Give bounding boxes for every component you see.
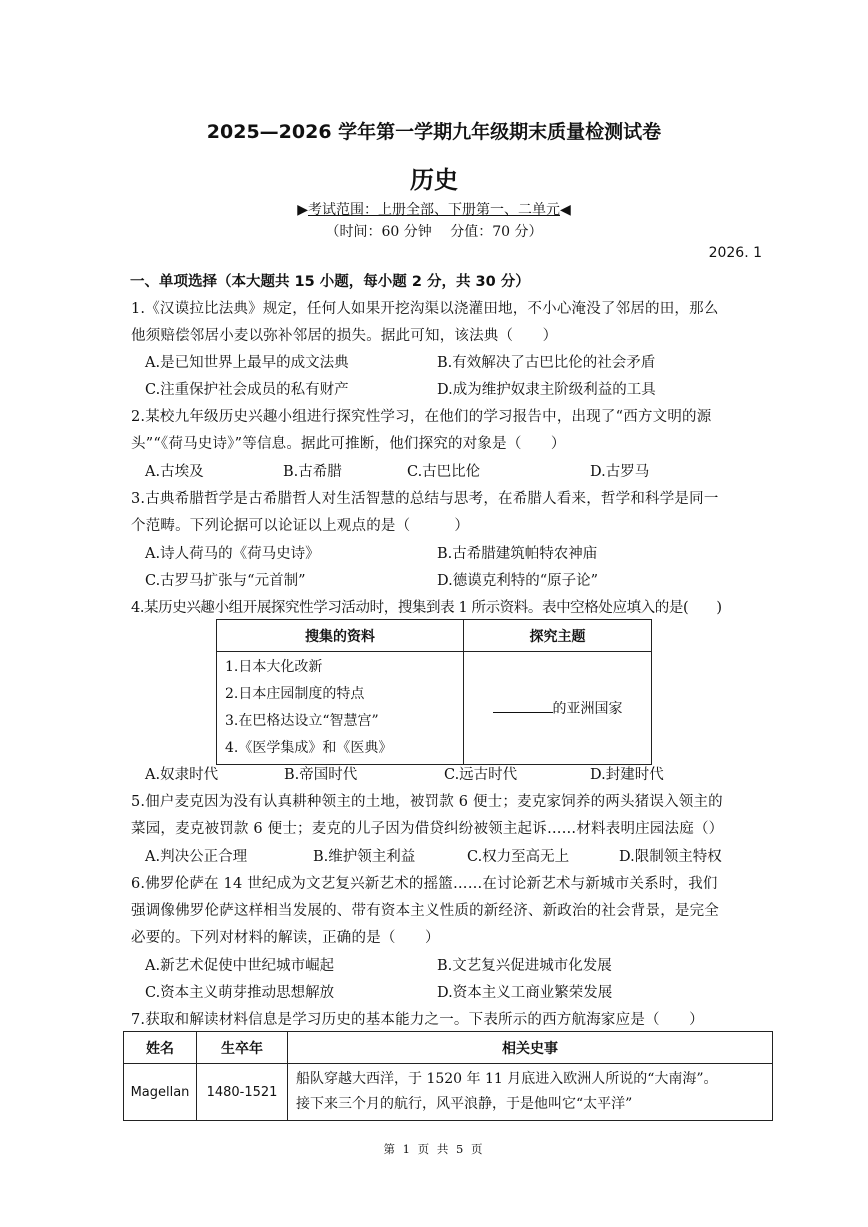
exam-time-info: （时间：60 分钟 分值：70 分） [325,224,543,240]
scope-left-arrow: ▶ [297,202,308,218]
scope-right-arrow: ◀ [560,202,571,218]
question-3-option-d: D.德谟克利特的“原子论” [437,573,599,589]
question-3-option-b: B.古希腊建筑帕特农神庙 [437,546,598,562]
question-4-option-b: B.帝国时代 [284,767,358,783]
question-6-line-3: 必要的。下列对材料的解读，正确的是（ ） [131,930,440,946]
question-3-option-a: A.诗人荷马的《荷马史诗》 [145,546,320,562]
question-2-option-c: C.古巴比伦 [407,464,481,480]
topic-text: 的亚洲国家 [552,701,623,717]
question-1-line-2: 他须赔偿邻居小麦以弥补邻居的损失。据此可知，该法典（ ） [131,328,558,344]
event-line-2: 接下来三个月的航行，风平浪静，于是他叫它“太平洋” [296,1096,633,1112]
exam-scope [0,199,868,219]
fill-in-blank [493,698,553,713]
question-4-option-a: A.奴隶时代 [145,767,219,783]
question-7-table [123,1031,773,1121]
question-6-line-2: 强调像佛罗伦萨这样相当发展的、带有资本主义性质的新经济、新政治的社会背景，是完全 [131,903,719,919]
table-row [124,1064,773,1121]
page-footer: 第 1 页 共 5 页 [383,1142,485,1156]
question-4-line-1: 4.某历史兴趣小组开展探究性学习活动时，搜集到表 1 所示资料。表中空格处应填入的是( ) [131,600,722,616]
table-header-name: 姓名 [124,1032,197,1064]
question-5-line-1: 5.佃户麦克因为没有认真耕种领主的土地，被罚款 6 便士；麦克家饲养的两头猪误入领主的 [131,794,723,810]
exam-date: 2026. 1 [708,245,762,261]
question-1-line-1: 1.《汉谟拉比法典》规定，任何人如果开挖沟渠以浇灌田地，不小心淹没了邻居的田，那么 [131,301,719,317]
question-7-line-1: 7.获取和解读材料信息是学习历史的基本能力之一。下表所示的西方航海家应是（ ） [131,1012,704,1028]
question-6-option-b: B.文艺复兴促进城市化发展 [437,958,612,974]
question-4-option-c: C.远古时代 [444,767,518,783]
subject-title: 历史 [410,166,458,194]
materials-cell [217,652,464,765]
question-1-option-a: A.是已知世界上最早的成文法典 [145,355,349,371]
question-3-line-2: 个范畴。下列论据可以论证以上观点的是（ ） [131,518,470,534]
question-6-option-a: A.新艺术促使中世纪城市崛起 [145,958,335,974]
question-5-line-2: 菜园，麦克被罚款 6 便士；麦克的儿子因为借贷纠纷被领主起诉……材料表明庄园法庭（） [131,821,724,837]
question-2-line-1: 2.某校九年级历史兴趣小组进行探究性学习，在他们的学习报告中，出现了“西方文明的源 [131,409,712,425]
table-header-materials: 搜集的资料 [217,620,464,652]
material-item: 1.日本大化改新 [225,659,323,675]
exam-title: 2025—2026 学年第一学期九年级期末质量检测试卷 [206,121,662,143]
table-row [217,652,652,765]
question-3-line-1: 3.古典希腊哲学是古希腊哲人对生活智慧的总结与思考，在希腊人看来，哲学和科学是同一 [131,491,719,507]
question-2-line-2: 头”“《荷马史诗》”等信息。据此可推断，他们探究的对象是（ ） [131,436,566,452]
question-2-option-b: B.古希腊 [283,464,342,480]
question-2-option-d: D.古罗马 [590,464,650,480]
table-header-row [124,1032,773,1064]
exam-scope-text: 考试范围：上册全部、下册第一、二单元 [308,202,560,218]
navigator-event-cell [288,1064,773,1121]
material-item: 4.《医学集成》和《医典》 [225,740,393,756]
navigator-life-years: 1480-1521 [197,1064,288,1121]
question-5-option-d: D.限制领主特权 [619,849,722,865]
question-6-line-1: 6.佛罗伦萨在 14 世纪成为文艺复兴新艺术的摇篮……在讨论新艺术与新城市关系时，我们 [131,876,718,892]
question-6-option-c: C.资本主义萌芽推动思想解放 [145,985,335,1001]
event-line-1: 船队穿越大西洋，于 1520 年 11 月底进入欧洲人所说的“大南海”。 [296,1071,718,1087]
question-5-option-c: C.权力至高无上 [467,849,570,865]
question-6-option-d: D.资本主义工商业繁荣发展 [437,985,613,1001]
table-header-row [217,620,652,652]
table-header-life: 生卒年 [197,1032,288,1064]
question-5-option-b: B.维护领主利益 [313,849,416,865]
question-4-option-d: D.封建时代 [590,767,664,783]
question-1-option-d: D.成为维护奴隶主阶级利益的工具 [437,382,656,398]
question-1-option-b: B.有效解决了古巴比伦的社会矛盾 [437,355,656,371]
material-item: 3.在巴格达设立“智慧宫” [225,713,379,729]
table-header-topic: 探究主题 [464,620,652,652]
question-4-table [216,619,652,765]
material-item: 2.日本庄园制度的特点 [225,686,365,702]
table-header-event: 相关史事 [288,1032,773,1064]
navigator-name: Magellan [124,1064,197,1121]
question-3-option-c: C.古罗马扩张与“元首制” [145,573,306,589]
question-2-option-a: A.古埃及 [145,464,204,480]
section-heading: 一、单项选择（本大题共 15 小题，每小题 2 分，共 30 分） [130,274,530,290]
question-1-option-c: C.注重保护社会成员的私有财产 [145,382,349,398]
topic-cell [464,652,652,765]
question-5-option-a: A.判决公正合理 [145,849,248,865]
